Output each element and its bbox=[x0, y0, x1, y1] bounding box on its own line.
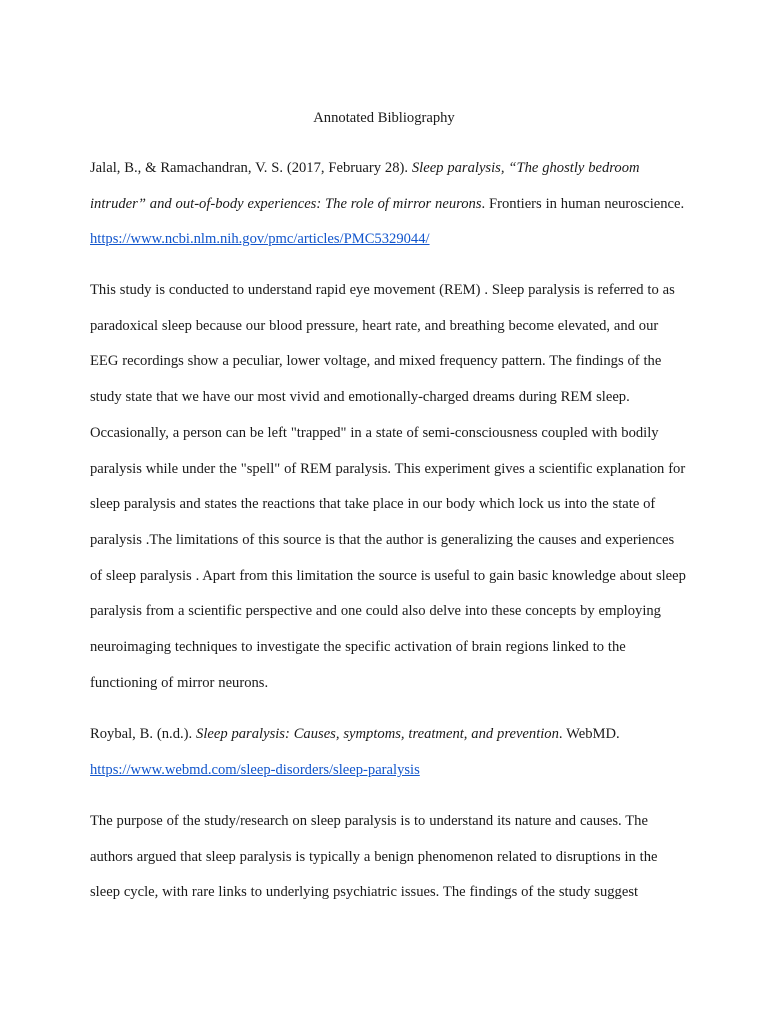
citation-roybal bbox=[90, 717, 688, 788]
citation-url-link[interactable]: https://www.webmd.com/sleep-disorders/sleep-paralysis bbox=[90, 761, 420, 778]
citation-jalal bbox=[90, 151, 688, 258]
annotation-paragraph-jalal: This study is conducted to understand rapid eye movement (REM) . Sleep paralysis is referred to as paradoxical sleep because our blood pressure, heart rate, and breathing become elevated, and our EEG recordings show a peculiar, lower voltage, and mixed frequency pattern. The findings of the study state that we have our most vivid and emotionally-charged dreams during REM sleep. Occasionally, a person can be left "trapped" in a state of semi-consciousness coupled with bodily paralysis while under the "spell" of REM paralysis. This experiment gives a scientific explanation for sleep paralysis and states the reactions that take place in our body which lock us into the state of paralysis .The limitations of this source is that the author is generalizing the causes and experiences of sleep paralysis . Apart from this limitation the source is useful to gain basic knowledge about sleep paralysis from a scientific perspective and one could also delve into these concepts by employing neuroimaging techniques to investigate the specific activation of brain regions linked to the functioning of mirror neurons. bbox=[90, 282, 686, 691]
citation-url-link[interactable]: https://www.ncbi.nlm.nih.gov/pmc/articles/PMC5329044/ bbox=[90, 231, 430, 248]
page-title: Annotated Bibliography bbox=[313, 110, 455, 126]
citation-authors: Roybal, B. (n.d.). bbox=[90, 726, 193, 742]
citation-source-title: Sleep paralysis: Causes, symptoms, treatment, and prevention bbox=[196, 726, 559, 742]
citation-publisher: . Frontiers in human neuroscience. bbox=[481, 195, 685, 212]
annotation-paragraph-roybal: The purpose of the study/research on sleep paralysis is to understand its nature and causes. The authors argued that sleep paralysis is typically a benign phenomenon related to disruptions in the sleep cycle, with rare links to underlying psychiatric issues. The findings of the study suggest bbox=[90, 813, 658, 901]
citation-source-title: Sleep paralysis, “The ghostly bedroom intruder” and out-of-body experiences: The role of mirror neurons bbox=[90, 160, 640, 212]
citation-publisher: . WebMD. bbox=[558, 726, 620, 742]
citation-authors: Jalal, B., & Ramachandran, V. S. (2017, February 28). bbox=[90, 160, 409, 176]
